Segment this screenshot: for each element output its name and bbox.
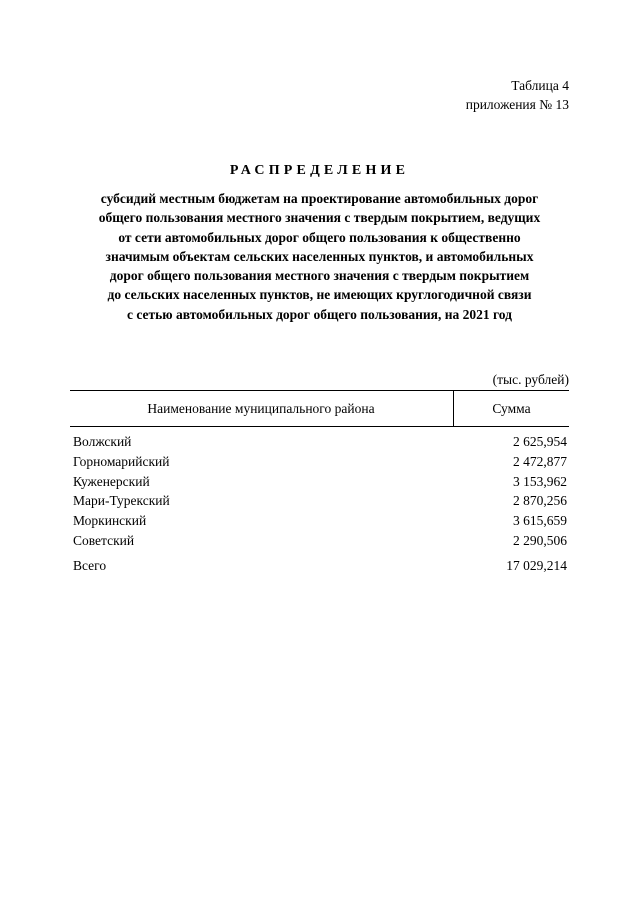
table-row [70,472,569,492]
district-name: Советский [73,532,135,548]
subtitle-line: до сельских населенных пунктов, не имеющих круглогодичной связи [107,287,532,303]
document-heading: РАСПРЕДЕЛЕНИЕ [229,163,410,178]
table-header [70,390,569,427]
district-name: Мари-Турекский [73,493,170,509]
district-name: Волжский [73,434,132,449]
district-sum: 3 615,659 [513,513,567,529]
subtitle-line: значимым объектам сельских населенных пунктов, и автомобильных [105,248,534,264]
table-row [70,491,569,511]
subtitle-line: субсидий местным бюджетам на проектирование автомобильных дорог [100,191,539,206]
table-row [70,432,569,452]
units-label: (тыс. рублей) [492,372,569,387]
table-number: Таблица 4 [511,78,569,93]
district-sum: 2 290,506 [513,532,567,548]
subtitle-line: от сети автомобильных дорог общего пользования к общественно [118,229,521,245]
district-sum: 2 625,954 [513,434,567,449]
subtitle-line: дорог общего пользования местного значения с твердым покрытием [109,268,530,284]
table-body [70,432,569,576]
district-sum: 2 472,877 [513,453,567,469]
subtitle-line: с сетью автомобильных дорог общего пользования, на 2021 год [127,306,512,322]
subtitle-line: общего пользования местного значения с твердым покрытием, ведущих [98,210,541,226]
district-sum: 2 870,256 [513,493,567,509]
table-row [70,452,569,472]
district-name: Горномарийский [73,453,170,469]
district-sum: 3 153,962 [513,473,567,489]
total-row [70,556,569,576]
table-row [70,511,569,531]
header-district-name: Наименование муниципального района [147,401,375,416]
distribution-table [70,390,569,576]
header-sum: Сумма [492,401,531,416]
total-sum: 17 029,214 [506,557,567,573]
document-subtitle [60,189,579,324]
appendix-reference: приложения № 13 [465,97,569,112]
total-label: Всего [73,557,107,573]
district-name: Куженерский [73,473,150,489]
table-row [70,531,569,551]
district-name: Моркинский [73,513,147,529]
